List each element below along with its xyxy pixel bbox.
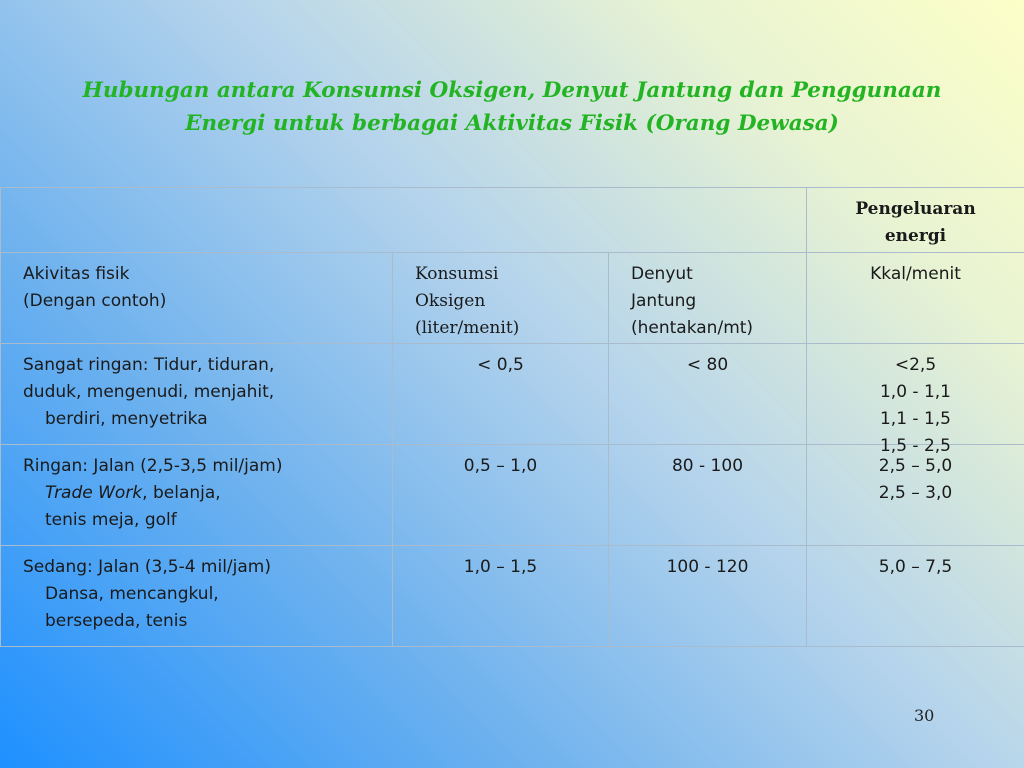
table-row bbox=[1, 546, 1024, 647]
activity-cell bbox=[1, 546, 393, 647]
header-text: Kkal/menit bbox=[870, 264, 961, 284]
activity-cell bbox=[1, 344, 393, 445]
header-text: Akivitas fisik bbox=[23, 264, 130, 284]
cell-text: 1,0 – 1,5 bbox=[463, 557, 538, 577]
oxygen-cell bbox=[393, 344, 609, 445]
energy-unit-header-cell bbox=[807, 253, 1024, 344]
cell-text: < 0,5 bbox=[477, 355, 524, 375]
header-text: Oksigen bbox=[415, 291, 486, 311]
cell-text: 2,5 – 5,0 bbox=[878, 456, 953, 476]
energy-cell bbox=[807, 546, 1024, 647]
cell-text: , belanja, bbox=[142, 483, 221, 503]
heart-rate-cell bbox=[609, 546, 807, 647]
cell-text: Dansa, mencangkul, bbox=[45, 584, 219, 604]
energy-header-line: Pengeluaran bbox=[855, 199, 976, 219]
table-row bbox=[1, 253, 1024, 344]
oxygen-header-cell bbox=[393, 253, 609, 344]
header-text: Konsumsi bbox=[415, 264, 499, 284]
title-line-2: Energi untuk berbagai Aktivitas Fisik (Orang Dewasa) bbox=[185, 111, 839, 136]
cell-text: 2,5 – 3,0 bbox=[878, 483, 953, 503]
header-text: (Dengan contoh) bbox=[23, 291, 167, 311]
header-text: Jantung bbox=[631, 291, 697, 311]
heart-rate-cell bbox=[609, 445, 807, 546]
heart-rate-cell bbox=[609, 344, 807, 445]
cell-text-line bbox=[23, 480, 382, 507]
cell-text: 5,0 – 7,5 bbox=[878, 557, 953, 577]
cell-text: 1,1 - 1,5 bbox=[879, 409, 951, 429]
cell-text: duduk, mengenudi, menjahit, bbox=[23, 382, 275, 402]
cell-text: 0,5 – 1,0 bbox=[463, 456, 538, 476]
table-row bbox=[1, 344, 1024, 445]
header-text: Denyut bbox=[631, 264, 693, 284]
cell-text: <2,5 bbox=[894, 355, 937, 375]
energy-header-line: energi bbox=[884, 226, 947, 246]
cell-text: < 80 bbox=[686, 355, 729, 375]
energy-header-cell bbox=[807, 188, 1024, 253]
empty-header-cell bbox=[1, 188, 807, 253]
cell-text: berdiri, menyetrika bbox=[45, 409, 208, 429]
cell-text: 1,5 - 2,5 bbox=[879, 436, 951, 456]
cell-text: tenis meja, golf bbox=[45, 510, 177, 530]
title-line-1: Hubungan antara Konsumsi Oksigen, Denyut Jantung dan Penggunaan bbox=[82, 78, 942, 103]
header-text: (hentakan/mt) bbox=[631, 318, 754, 338]
header-text: (liter/menit) bbox=[415, 318, 520, 338]
heart-rate-header-cell bbox=[609, 253, 807, 344]
activity-header-cell bbox=[1, 253, 393, 344]
cell-text: 100 - 120 bbox=[666, 557, 749, 577]
cell-text: Ringan: Jalan (2,5-3,5 mil/jam) bbox=[23, 456, 283, 476]
cell-text: bersepeda, tenis bbox=[45, 611, 188, 631]
energy-cell bbox=[807, 344, 1024, 456]
slide-title bbox=[40, 74, 984, 140]
cell-text: 1,0 - 1,1 bbox=[879, 382, 951, 402]
activity-table bbox=[0, 187, 1024, 647]
cell-text: Sangat ringan: Tidur, tiduran, bbox=[23, 355, 275, 375]
cell-text-italic: Trade Work bbox=[45, 483, 143, 503]
page-number: 30 bbox=[914, 706, 935, 725]
oxygen-cell bbox=[393, 546, 609, 647]
oxygen-cell bbox=[393, 445, 609, 546]
activity-cell bbox=[1, 445, 393, 546]
cell-text: Sedang: Jalan (3,5-4 mil/jam) bbox=[23, 557, 271, 577]
table-row bbox=[1, 188, 1024, 253]
cell-text: 80 - 100 bbox=[671, 456, 744, 476]
